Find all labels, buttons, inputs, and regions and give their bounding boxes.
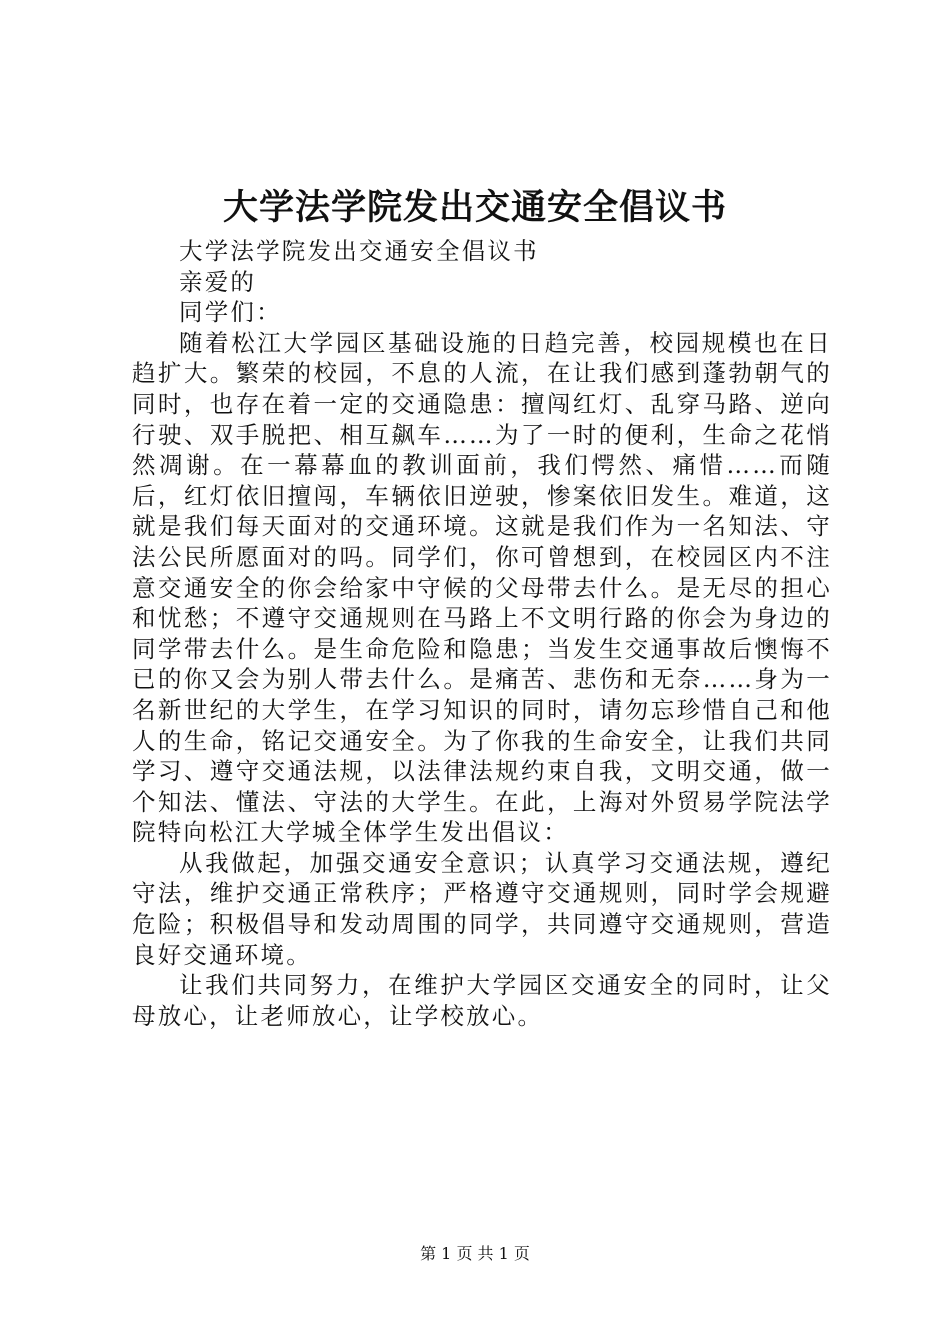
document-body bbox=[132, 236, 832, 1031]
page-footer: 第 1 页 共 1 页 bbox=[420, 1244, 530, 1263]
body-paragraph-heading: 大学法学院发出交通安全倡议书 bbox=[179, 237, 539, 265]
body-paragraph-addressee: 同学们： bbox=[179, 298, 282, 327]
body-paragraph-salutation: 亲爱的 bbox=[179, 267, 257, 296]
body-paragraph-proposals: 从我做起，加强交通安全意识；认真学习交通法规，遵纪守法，维护交通正常秩序；严格遵守交通规则，同时学会规避危险；积极倡导和发动周围的同学，共同遵守交通规则，营造良好交通环境。 bbox=[132, 848, 832, 969]
body-paragraph-closing: 让我们共同努力，在维护大学园区交通安全的同时，让父母放心，让老师放心，让学校放心。 bbox=[132, 971, 832, 1030]
body-paragraph-main: 随着松江大学园区基础设施的日趋完善，校园规模也在日趋扩大。繁荣的校园，不息的人流，在让我们感到蓬勃朝气的同时，也存在着一定的交通隐患：擅闯红灯、乱穿马路、逆向行驶、双手脱把、相互飙车……为了一时的便利，生命之花悄然凋谢。在一幕幕血的教训面前，我们愕然、痛惜……而随后，红灯依旧擅闯，车辆依旧逆驶，惨案依旧发生。难道，这就是我们每天面对的交通环境。这就是我们作为一名知法、守法公民所愿面对的吗。同学们，你可曾想到，在校园区内不注意交通安全的你会给家中守候的父母带去什么。是无尽的担心和忧愁；不遵守交通规则在马路上不文明行路的你会为身边的同学带去什么。是生命危险和隐患；当发生交通事故后懊悔不已的你又会为别人带去什么。是痛苦、悲伤和无奈……身为一名新世纪的大学生，在学习知识的同时，请勿忘珍惜自己和他人的生命，铭记交通安全。为了你我的生命安全，让我们共同学习、遵守交通法规，以法律法规约束自我，文明交通，做一个知法、懂法、守法的大学生。在此，上海对外贸易学院法学院特向松江大学城全体学生发出倡议： bbox=[132, 328, 832, 847]
document-title: 大学法学院发出交通安全倡议书 bbox=[222, 187, 727, 228]
